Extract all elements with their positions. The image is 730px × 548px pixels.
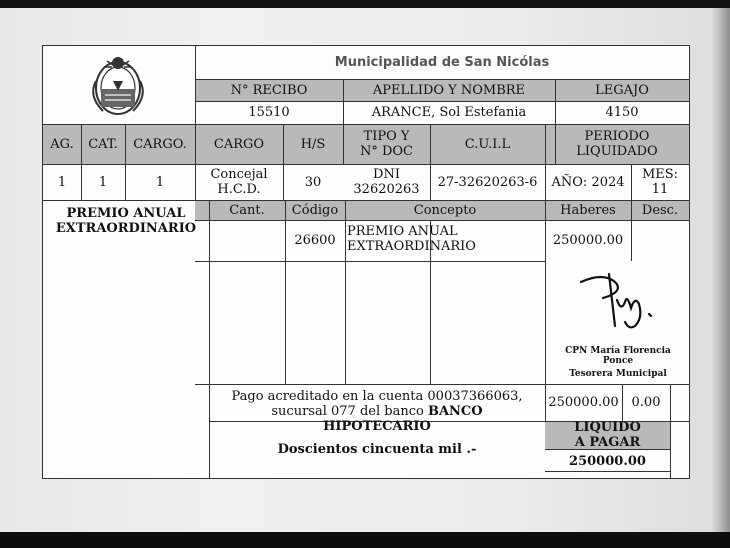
item-concepto: PREMIO ANUAL EXTRAORDINARIO [347, 224, 476, 254]
liquido-monto: 250000.00 [569, 453, 646, 469]
premio-anual-title: PREMIO ANUAL EXTRAORDINARIO [55, 206, 197, 236]
header-haberes: Haberes [560, 202, 616, 218]
header-cat: CAT. [88, 136, 118, 152]
header-cargo-num: CARGO. [133, 136, 187, 152]
monto-en-letras: Doscientos cincuenta mil .- [277, 441, 477, 457]
value-anio: AÑO: 2024 [551, 174, 625, 190]
item-codigo: 26600 [294, 233, 336, 248]
value-cargo-num: 1 [155, 174, 165, 190]
total-desc: 0.00 [631, 395, 661, 410]
header-recibo: N° RECIBO [230, 82, 308, 98]
pago-text [209, 385, 545, 434]
value-mes: MES: 11 [641, 167, 679, 197]
header-desc: Desc. [641, 202, 679, 218]
header-hs: H/S [300, 136, 326, 152]
header-ag: AG. [50, 136, 74, 152]
header-tipo-doc: TIPO Y N° DOC [359, 129, 414, 159]
coat-of-arms-logo [83, 51, 153, 119]
signature-scribble [563, 264, 673, 336]
header-cant: Cant. [229, 202, 265, 218]
header-codigo: Código [291, 202, 339, 218]
salary-receipt [42, 45, 690, 479]
value-hs: 30 [304, 174, 322, 190]
header-cuil: C.U.I.L [464, 136, 511, 152]
value-cuil: 27-32620263-6 [437, 174, 538, 190]
header-cargo: CARGO [213, 136, 265, 152]
value-legajo: 4150 [605, 105, 639, 120]
header-apellido: APELLIDO Y NOMBRE [372, 82, 526, 98]
signature-name: CPN María Florencia Ponce [565, 346, 671, 366]
value-apellido: ARANCE, Sol Estefania [371, 105, 527, 120]
value-recibo: 15510 [248, 105, 290, 120]
municipality-title: Municipalidad de San Nicólas [334, 55, 550, 70]
value-cargo: Concejal H.C.D. [210, 167, 268, 197]
header-periodo: PERIODO LIQUIDADO [576, 129, 658, 159]
signature-role: Tesorera Municipal [569, 368, 667, 379]
value-tipo-doc: DNI 32620263 [353, 167, 420, 197]
header-concepto: Concepto [413, 202, 477, 218]
value-cat: 1 [98, 174, 108, 190]
total-haberes: 250000.00 [548, 395, 619, 410]
pago-descripcion: Pago acreditado en la cuenta 00037366063, sucursal 077 del banco [231, 389, 523, 419]
header-legajo: LEGAJO [595, 82, 649, 98]
pago-banco: BANCO HIPOTECARIO [323, 404, 483, 434]
value-ag: 1 [57, 174, 67, 190]
screen-shade [712, 8, 730, 533]
item-haberes: 250000.00 [552, 233, 624, 248]
liquido-label: LIQUIDO A PAGAR [574, 420, 641, 450]
monitor-bezel-bottom [0, 532, 730, 548]
